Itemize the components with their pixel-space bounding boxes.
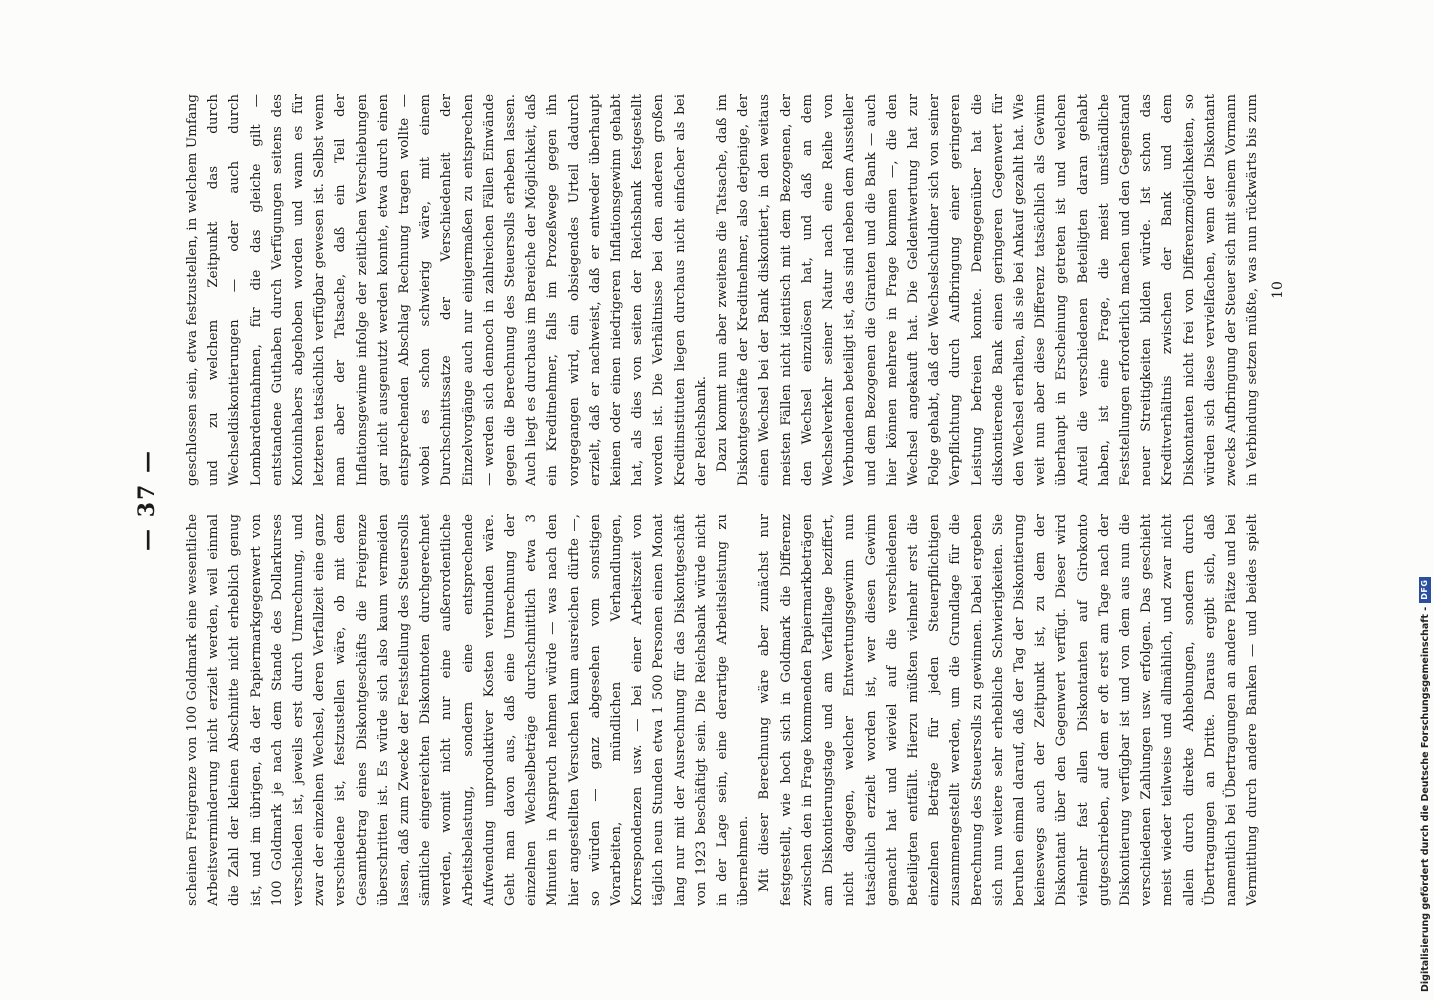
paragraph: scheinen Freigrenze von 100 Goldmark eine wesentliche Arbeitsverminderung nicht erzielt werden, weil einmal die Zahl der kleinen Abschnitte nicht erheblich genug ist, und im übrigen, da der Papiermarkgegenwert von 100 Goldmark je nach dem Stande des Dollarkurses verschieden ist, jeweils erst durch Umrechnung, und zwar der einzelnen Wechsel, deren Verfallzeit eine ganz verschiedene ist, festzustellen wäre, ob mit dem Gesamtbetrag eines Diskontgeschäfts die Freigrenze überschritten ist. Es würde sich also kaum vermeiden lassen, daß zum Zwecke der Feststellung des Steuersolls sämtliche eingereichten Diskontnoten durchgerechnet werden, womit nicht nur eine außerordentliche Arbeitsbelastung, sondern eine entsprechende Aufwendung unproduktiver Kosten verbunden wäre. Geht man davon aus, daß eine Umrechnung der einzelnen Wechselbeträge durchschnittlich etwa 3 Minuten in Anspruch nehmen würde — was nach den hier angestellten Versuchen kaum ausreichen dürfte —, so würden — ganz abgesehen vom sonstigen Vorarbeiten, mündlichen Verhandlungen, Korrespondenzen usw. — bei einer Arbeitszeit von täglich neun Stunden etwa 1 500 Personen einen Monat lang nur mit der Ausrechnung für das Diskontgeschäft von 1923 beschäftigt sein. Die Reichsbank würde nicht in der Lage sein, eine derartige Arbeitsleistung zu übernehmen.	[185, 514, 752, 906]
text-column-left	[182, 514, 1267, 906]
text-column-right	[182, 94, 1267, 486]
rotated-page-content	[122, 90, 1302, 910]
paragraph: Mit dieser Berechnung wäre aber zunächst nur festgestellt, wie hoch sich in Goldmark die Differenz zwischen den in Frage kommenden Papiermarkbeträgen am Diskontierungstage und am Verfalltage beziffert, nicht dagegen, welcher Entwertungsgewinn nun tatsächlich erzielt worden ist, wer diesen Gewinn gemacht hat und wieviel auf die verschiedenen Beteiligten entfällt. Hierzu müßten vielmehr erst die einzelnen Beträge für jeden Steuerpflichtigen zusammengestellt werden, um die Grundlage für die Berechnung des Steuersolls zu gewinnen. Dabei ergeben sich nun weitere sehr erhebliche Schwierigkeiten. Sie beruhen einmal darauf, daß der Tag der Diskontierung keineswegs auch der Zeitpunkt ist, zu dem der Diskontant über den Gegenwert verfügt. Dieser wird vielmehr fast allen Diskontanten auf Girokonto gutgeschrieben, auf dem er oft erst am Tage nach der Diskontierung verfügbar ist und von dem aus nun die verschiedenen Zahlungen usw. erfolgen. Das geschieht meist wieder teilweise und allmählich, und zwar nicht allein durch direkte Abhebungen, sondern durch Übertragungen an Dritte. Daraus ergibt sich, daß namentlich bei Übertragungen an andere Plätze und bei Vermittlung durch andere Banken — und beides spielt	[757, 514, 1261, 906]
dfg-logo: DFG	[1419, 577, 1431, 603]
page-number-header: — 37 —	[134, 449, 160, 551]
digitization-credit-text: Digitalisierung gefördert durch die Deutsche Forschungsgemeinschaft -	[1419, 606, 1431, 992]
digitization-credit	[1418, 8, 1432, 992]
paragraph: geschlossen sein, etwa festzustellen, in welchem Umfang und zu welchem Zeitpunkt das durch Wechseldiskontierungen — oder auch durch Lombardentnahmen, für die das gleiche gilt — entstandene Guthaben durch Verfügungen seitens des Kontoinhabers abgehoben worden und wann es für letzteren tatsächlich verfügbar gewesen ist. Selbst wenn man aber der Tatsache, daß ein Teil der Inflationsgewinne infolge der zeitlichen Verschiebungen gar nicht ausgenutzt werden konnte, etwa durch einen entsprechenden Abschlag Rechnung tragen wollte — wobei es schon schwierig wäre, mit einem Durchschnittssatze der Verschiedenheit der Einzelvorgänge auch nur einigermaßen zu entsprechen — werden sich dennoch in zahlreichen Fällen Einwände gegen die Berechnung des Steuersolls erheben lassen. Auch liegt es durchaus im Bereiche der Möglichkeit, daß ein Kreditnehmer, falls im Prozeßwege gegen ihn vorgegangen wird, ein obsiegendes Urteil dadurch erzielt, daß er nachweist, daß er entweder überhaupt keinen oder einen niedrigeren Inflationsgewinn gehabt hat, als dies von seiten der Reichsbank festgestellt worden ist. Die Verhältnisse bei den anderen großen Kreditinstituten liegen durchaus nicht einfacher als bei der Reichsbank.	[185, 94, 709, 486]
paragraph: Dazu kommt nun aber zweitens die Tatsache, daß im Diskontgeschäfte der Kreditnehmer, also derjenige, der einen Wechsel bei der Bank diskontiert, in den weitaus meisten Fällen nicht identisch mit dem Bezogenen, der den Wechsel einzulösen hat, und daß an dem Wechselverkehr seiner Natur nach eine Reihe von Verbundenen beteiligt ist, das sind neben dem Aussteller und dem Bezogenen die Giranten und die Bank — auch hier können mehrere in Frage kommen —, die den Wechsel angekauft hat. Die Geldentwertung hat zur Folge gehabt, daß der Wechselschuldner sich von seiner Verpflichtung durch Aufbringung einer geringeren Leistung befreien konnte. Demgegenüber hat die diskontierende Bank einen geringeren Gegenwert für den Wechsel erhalten, als sie bei Ankauf gezahlt hat. Wie weit nun aber diese Differenz tatsächlich als Gewinn überhaupt in Erscheinung getreten ist und welchen Anteil die verschiedenen Beteiligten daran gehabt haben, ist eine Frage, die meist umständliche Feststellungen erforderlich machen und den Gegenstand neuer Streitigkeiten bilden würde. Ist schon das Kreditverhältnis zwischen der Bank und dem Diskontanten nicht frei von Differenzmöglichkeiten, so würden sich diese vervielfachen, wenn der Diskontant zwecks Aufbringung der Steuer sich mit seinem Vormann in Verbindung setzen müßte, was nun rückwärts bis zum	[715, 94, 1261, 486]
signature-mark: 10	[1270, 281, 1286, 299]
